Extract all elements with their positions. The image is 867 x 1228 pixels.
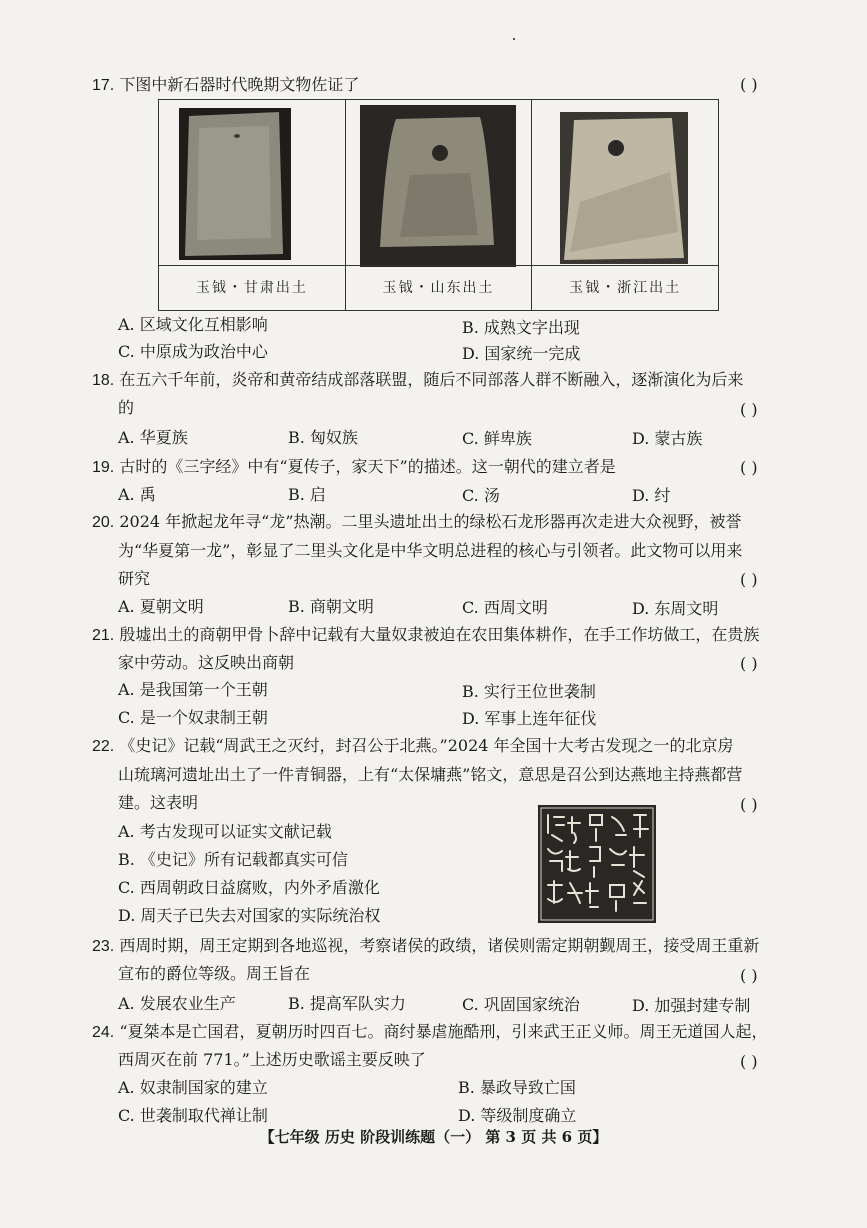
q20-option-c: C. 西周文明 xyxy=(462,598,548,617)
q22-stem-line2: 山琉璃河遗址出土了一件青铜器，上有“太保墉燕”铭文，意思是召公到达燕地主持燕都营 xyxy=(118,765,743,784)
bronze-inscription-rubbing-image xyxy=(538,805,656,923)
q18-stem-line2: 的 xyxy=(118,398,135,417)
q24-option-b: B. 暴政导致亡国 xyxy=(458,1078,576,1097)
q17-answer-paren: ( ) xyxy=(740,75,758,94)
q21-stem-line2: 家中劳动。这反映出商朝 xyxy=(118,653,295,672)
q21-text-1: 殷墟出土的商朝甲骨卜辞中记载有大量奴隶被迫在农田集体耕作，在手工作坊做工，在贵族 xyxy=(119,625,760,644)
q24-option-c: C. 世袭制取代禅让制 xyxy=(118,1106,268,1125)
artifact-cell-shandong xyxy=(346,100,533,310)
q18-option-c: C. 鲜卑族 xyxy=(462,429,532,448)
q22-option-d: D. 周天子已失去对国家的实际统治权 xyxy=(118,906,381,925)
q17-text: 下图中新石器时代晚期文物佐证了 xyxy=(119,75,360,94)
q22-stem-line3: 建。这表明 xyxy=(118,793,199,812)
q20-stem-line3: 研究 xyxy=(118,569,151,588)
q21-number: 21. xyxy=(92,627,115,644)
q22-answer-paren: ( ) xyxy=(740,795,758,814)
q19-answer-paren: ( ) xyxy=(740,458,758,477)
caption-shandong: 玉钺・山东出土 xyxy=(346,265,532,310)
q17-option-a: A. 区域文化互相影响 xyxy=(118,315,268,334)
q24-text-1: “夏桀本是亡国君，夏朝历时四百七。商纣暴虐施酷刑，引来武王正义师。周王无道国人起， xyxy=(119,1022,768,1041)
q20-text-1: 2024 年掀起龙年寻“龙”热潮。二里头遗址出土的绿松石龙形器再次走进大众视野，被誉 xyxy=(119,512,742,531)
q19-number: 19. xyxy=(92,459,115,476)
q18-option-b: B. 匈奴族 xyxy=(288,428,358,447)
q22-number: 22. xyxy=(92,738,115,755)
artifact-cell-gansu xyxy=(159,100,346,310)
q17-option-d: D. 国家统一完成 xyxy=(462,344,581,363)
q19-option-a: A. 禹 xyxy=(118,485,156,504)
q18-option-a: A. 华夏族 xyxy=(118,428,188,447)
q24-number: 24. xyxy=(92,1024,115,1041)
q18-number: 18. xyxy=(92,372,115,389)
q21-option-c: C. 是一个奴隶制王朝 xyxy=(118,708,268,727)
caption-zhejiang: 玉钺・浙江出土 xyxy=(532,265,718,310)
q17-stem xyxy=(92,74,359,97)
q23-stem-line1 xyxy=(92,935,759,958)
q21-option-b: B. 实行王位世袭制 xyxy=(462,682,596,701)
q23-option-c: C. 巩固国家统治 xyxy=(462,995,580,1014)
q19-option-d: D. 纣 xyxy=(632,486,671,505)
jade-axe-shandong-image xyxy=(360,105,516,267)
q18-answer-paren: ( ) xyxy=(740,400,758,419)
q23-option-d: D. 加强封建专制 xyxy=(632,996,751,1015)
q20-stem-line1 xyxy=(92,511,742,534)
q21-stem-line1 xyxy=(92,624,759,647)
q20-stem-line2: 为“华夏第一龙”，彰显了二里头文化是中华文明总进程的核心与引领者。此文物可以用来 xyxy=(118,541,743,560)
q23-option-a: A. 发展农业生产 xyxy=(118,994,236,1013)
q23-number: 23. xyxy=(92,938,115,955)
q17-option-b: B. 成熟文字出现 xyxy=(462,318,580,337)
q21-option-d: D. 军事上连年征伐 xyxy=(462,709,597,728)
q23-text-1: 西周时期，周王定期到各地巡视，考察诸侯的政绩，诸侯则需定期朝觐周王，接受周王重新 xyxy=(119,936,760,955)
q18-stem-line1 xyxy=(92,369,743,392)
jade-axe-gansu-image xyxy=(179,108,291,260)
q22-stem-line1 xyxy=(92,735,734,758)
q17-option-c: C. 中原成为政治中心 xyxy=(118,342,268,361)
q20-answer-paren: ( ) xyxy=(740,570,758,589)
q23-option-b: B. 提高军队实力 xyxy=(288,994,406,1013)
q24-answer-paren: ( ) xyxy=(740,1052,758,1071)
q23-answer-paren: ( ) xyxy=(740,966,758,985)
q22-option-a: A. 考古发现可以证实文献记载 xyxy=(118,822,332,841)
q20-option-a: A. 夏朝文明 xyxy=(118,597,204,616)
q20-option-d: D. 东周文明 xyxy=(632,599,719,618)
q17-image-table xyxy=(158,99,719,311)
q21-option-a: A. 是我国第一个王朝 xyxy=(118,680,268,699)
q24-stem-line1 xyxy=(92,1021,768,1044)
q18-text-1: 在五六千年前，炎帝和黄帝结成部落联盟，随后不同部落人群不断融入，逐渐演化为后来 xyxy=(119,370,744,389)
q21-answer-paren: ( ) xyxy=(740,654,758,673)
q19-option-b: B. 启 xyxy=(288,485,326,504)
q22-text-1: 《史记》记载“周武王之灭纣，封召公于北燕。”2024 年全国十大考古发现之一的北京房 xyxy=(119,736,734,755)
q19-stem xyxy=(92,456,616,479)
q17-number: 17. xyxy=(92,77,115,94)
caption-gansu: 玉钺・甘肃出土 xyxy=(159,265,345,310)
q20-number: 20. xyxy=(92,514,115,531)
q24-option-d: D. 等级制度确立 xyxy=(458,1106,577,1125)
jade-axe-zhejiang-image xyxy=(560,112,688,264)
q23-stem-line2: 宣布的爵位等级。周王旨在 xyxy=(118,964,311,983)
q22-option-c: C. 西周朝政日益腐败，内外矛盾激化 xyxy=(118,878,380,897)
page-footer: 【七年级 历史 阶段训练题（一） 第 3 页 共 6 页】 xyxy=(259,1128,608,1146)
q22-option-b: B. 《史记》所有记载都真实可信 xyxy=(118,850,348,869)
q19-text: 古时的《三字经》中有“夏传子，家天下”的描述。这一朝代的建立者是 xyxy=(119,457,616,476)
q20-option-b: B. 商朝文明 xyxy=(288,597,374,616)
artifact-cell-zhejiang xyxy=(532,100,718,310)
q18-option-d: D. 蒙古族 xyxy=(632,429,703,448)
q19-option-c: C. 汤 xyxy=(462,486,500,505)
q24-stem-line2: 西周灭在前 771。”上述历史歌谣主要反映了 xyxy=(118,1050,426,1069)
q24-option-a: A. 奴隶制国家的建立 xyxy=(118,1078,268,1097)
speck xyxy=(513,38,515,40)
